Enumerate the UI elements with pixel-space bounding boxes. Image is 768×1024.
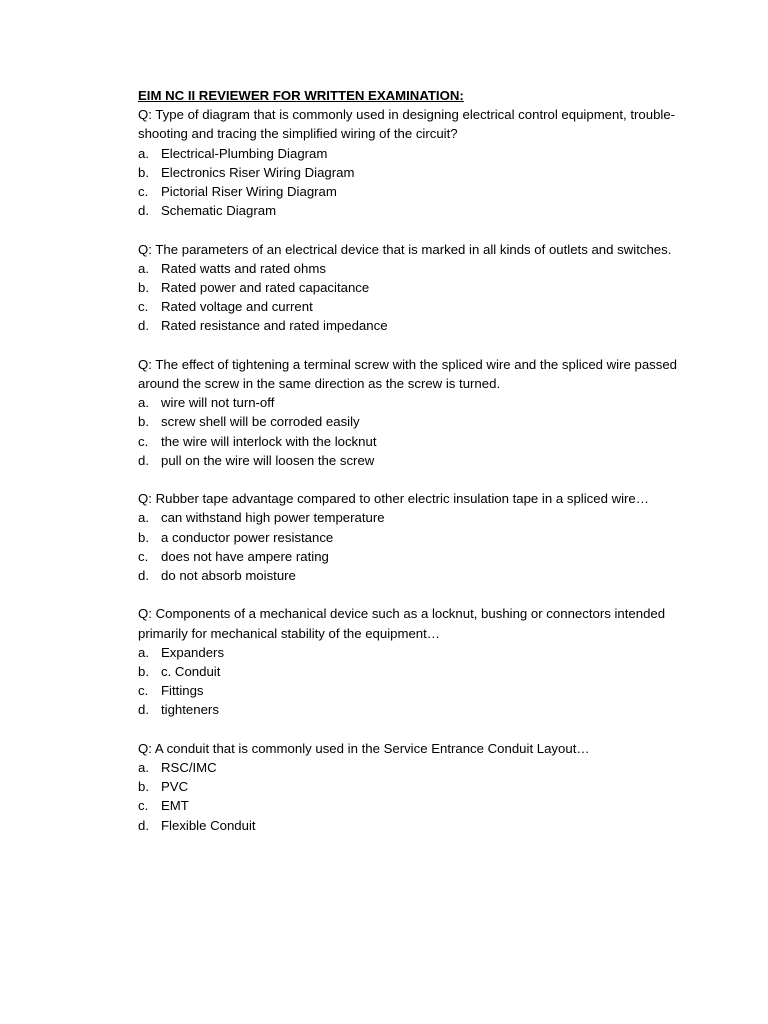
choice-list [138, 508, 698, 585]
choice-text: screw shell will be corroded easily [161, 414, 360, 430]
choice-item [138, 432, 698, 451]
question-1 [138, 105, 698, 220]
choice-letter: d. [138, 568, 149, 584]
choice-letter: b. [138, 664, 149, 680]
choice-text: Flexible Conduit [161, 817, 256, 833]
choice-text: Pictorial Riser Wiring Diagram [161, 184, 337, 200]
choice-text: Rated resistance and rated impedance [161, 318, 388, 334]
choice-text: Rated watts and rated ohms [161, 260, 326, 276]
choice-text: do not absorb moisture [161, 568, 296, 584]
choice-letter: a. [138, 510, 149, 526]
choice-item [138, 259, 698, 278]
choice-list [138, 259, 698, 336]
choice-letter: c. [138, 798, 149, 814]
choice-item [138, 816, 698, 835]
choice-letter: b. [138, 779, 149, 795]
choice-letter: b. [138, 280, 149, 296]
choice-letter: a. [138, 760, 149, 776]
choice-text: does not have ampere rating [161, 548, 329, 564]
choice-letter: c. [138, 299, 149, 315]
choice-text: Expanders [161, 644, 225, 660]
document-title: EIM NC II REVIEWER FOR WRITTEN EXAMINATION: [138, 88, 464, 103]
choice-letter: c. [138, 683, 149, 699]
choice-item [138, 643, 698, 662]
question-6 [138, 739, 698, 835]
choice-item [138, 278, 698, 297]
choice-item [138, 451, 698, 470]
choice-item [138, 681, 698, 700]
choice-text: a conductor power resistance [161, 529, 334, 545]
choice-item [138, 528, 698, 547]
choice-letter: d. [138, 817, 149, 833]
choice-letter: d. [138, 702, 149, 718]
question-text: Q: The effect of tightening a terminal screw with the spliced wire and the spliced wire passed around the screw in the same direction as the screw is turned. [138, 356, 681, 392]
choice-item [138, 182, 698, 201]
question-text: Q: Components of a mechanical device such as a locknut, bushing or connectors intended primarily for mechanical stability of the equipment… [138, 606, 669, 641]
choice-item [138, 144, 698, 163]
choice-text: RSC/IMC [161, 760, 217, 776]
choice-item [138, 547, 698, 566]
choice-item [138, 297, 698, 316]
choice-item [138, 316, 698, 335]
choice-text: the wire will interlock with the locknut [161, 433, 377, 449]
choice-text: Electronics Riser Wiring Diagram [161, 164, 355, 180]
choice-text: Fittings [161, 683, 204, 699]
choice-letter: d. [138, 318, 149, 334]
choice-text: Rated power and rated capacitance [161, 280, 370, 296]
choice-letter: a. [138, 145, 149, 161]
choice-text: wire will not turn-off [161, 395, 275, 411]
question-2 [138, 240, 698, 336]
choice-item [138, 393, 698, 412]
choice-item [138, 163, 698, 182]
question-3 [138, 355, 698, 470]
question-text: Q: Type of diagram that is commonly used in designing electrical control equipment, trouble-shooting and tracing the simplified wiring of the circuit? [138, 107, 676, 142]
choice-letter: a. [138, 395, 149, 411]
choice-text: Electrical-Plumbing Diagram [161, 145, 328, 161]
choice-letter: d. [138, 452, 149, 468]
question-text: Q: Rubber tape advantage compared to other electric insulation tape in a spliced wire… [138, 491, 649, 507]
choice-list [138, 643, 698, 720]
choice-text: can withstand high power temperature [161, 510, 385, 526]
choice-text: Schematic Diagram [161, 203, 277, 219]
choice-item [138, 566, 698, 585]
choice-item [138, 508, 698, 527]
choice-item [138, 758, 698, 777]
document-page [138, 86, 698, 854]
choice-item [138, 662, 698, 681]
choice-text: Rated voltage and current [161, 299, 313, 315]
choice-item [138, 700, 698, 719]
question-text: Q: The parameters of an electrical device that is marked in all kinds of outlets and switches. [138, 241, 672, 257]
choice-letter: a. [138, 644, 149, 660]
question-text: Q: A conduit that is commonly used in the Service Entrance Conduit Layout… [138, 740, 590, 756]
choice-list [138, 144, 698, 221]
choice-list [138, 758, 698, 835]
question-5 [138, 604, 698, 719]
choice-list [138, 393, 698, 470]
choice-item [138, 777, 698, 796]
choice-letter: b. [138, 414, 149, 430]
choice-text: c. Conduit [161, 664, 221, 680]
choice-item [138, 201, 698, 220]
choice-item [138, 412, 698, 431]
choice-letter: a. [138, 260, 149, 276]
choice-text: PVC [161, 779, 189, 795]
choice-text: EMT [161, 798, 189, 814]
choice-letter: c. [138, 184, 149, 200]
choice-item [138, 796, 698, 815]
choice-text: pull on the wire will loosen the screw [161, 452, 375, 468]
choice-letter: c. [138, 433, 149, 449]
choice-text: tighteners [161, 702, 219, 718]
choice-letter: c. [138, 548, 149, 564]
choice-letter: d. [138, 203, 149, 219]
question-4 [138, 489, 698, 585]
choice-letter: b. [138, 529, 149, 545]
choice-letter: b. [138, 164, 149, 180]
